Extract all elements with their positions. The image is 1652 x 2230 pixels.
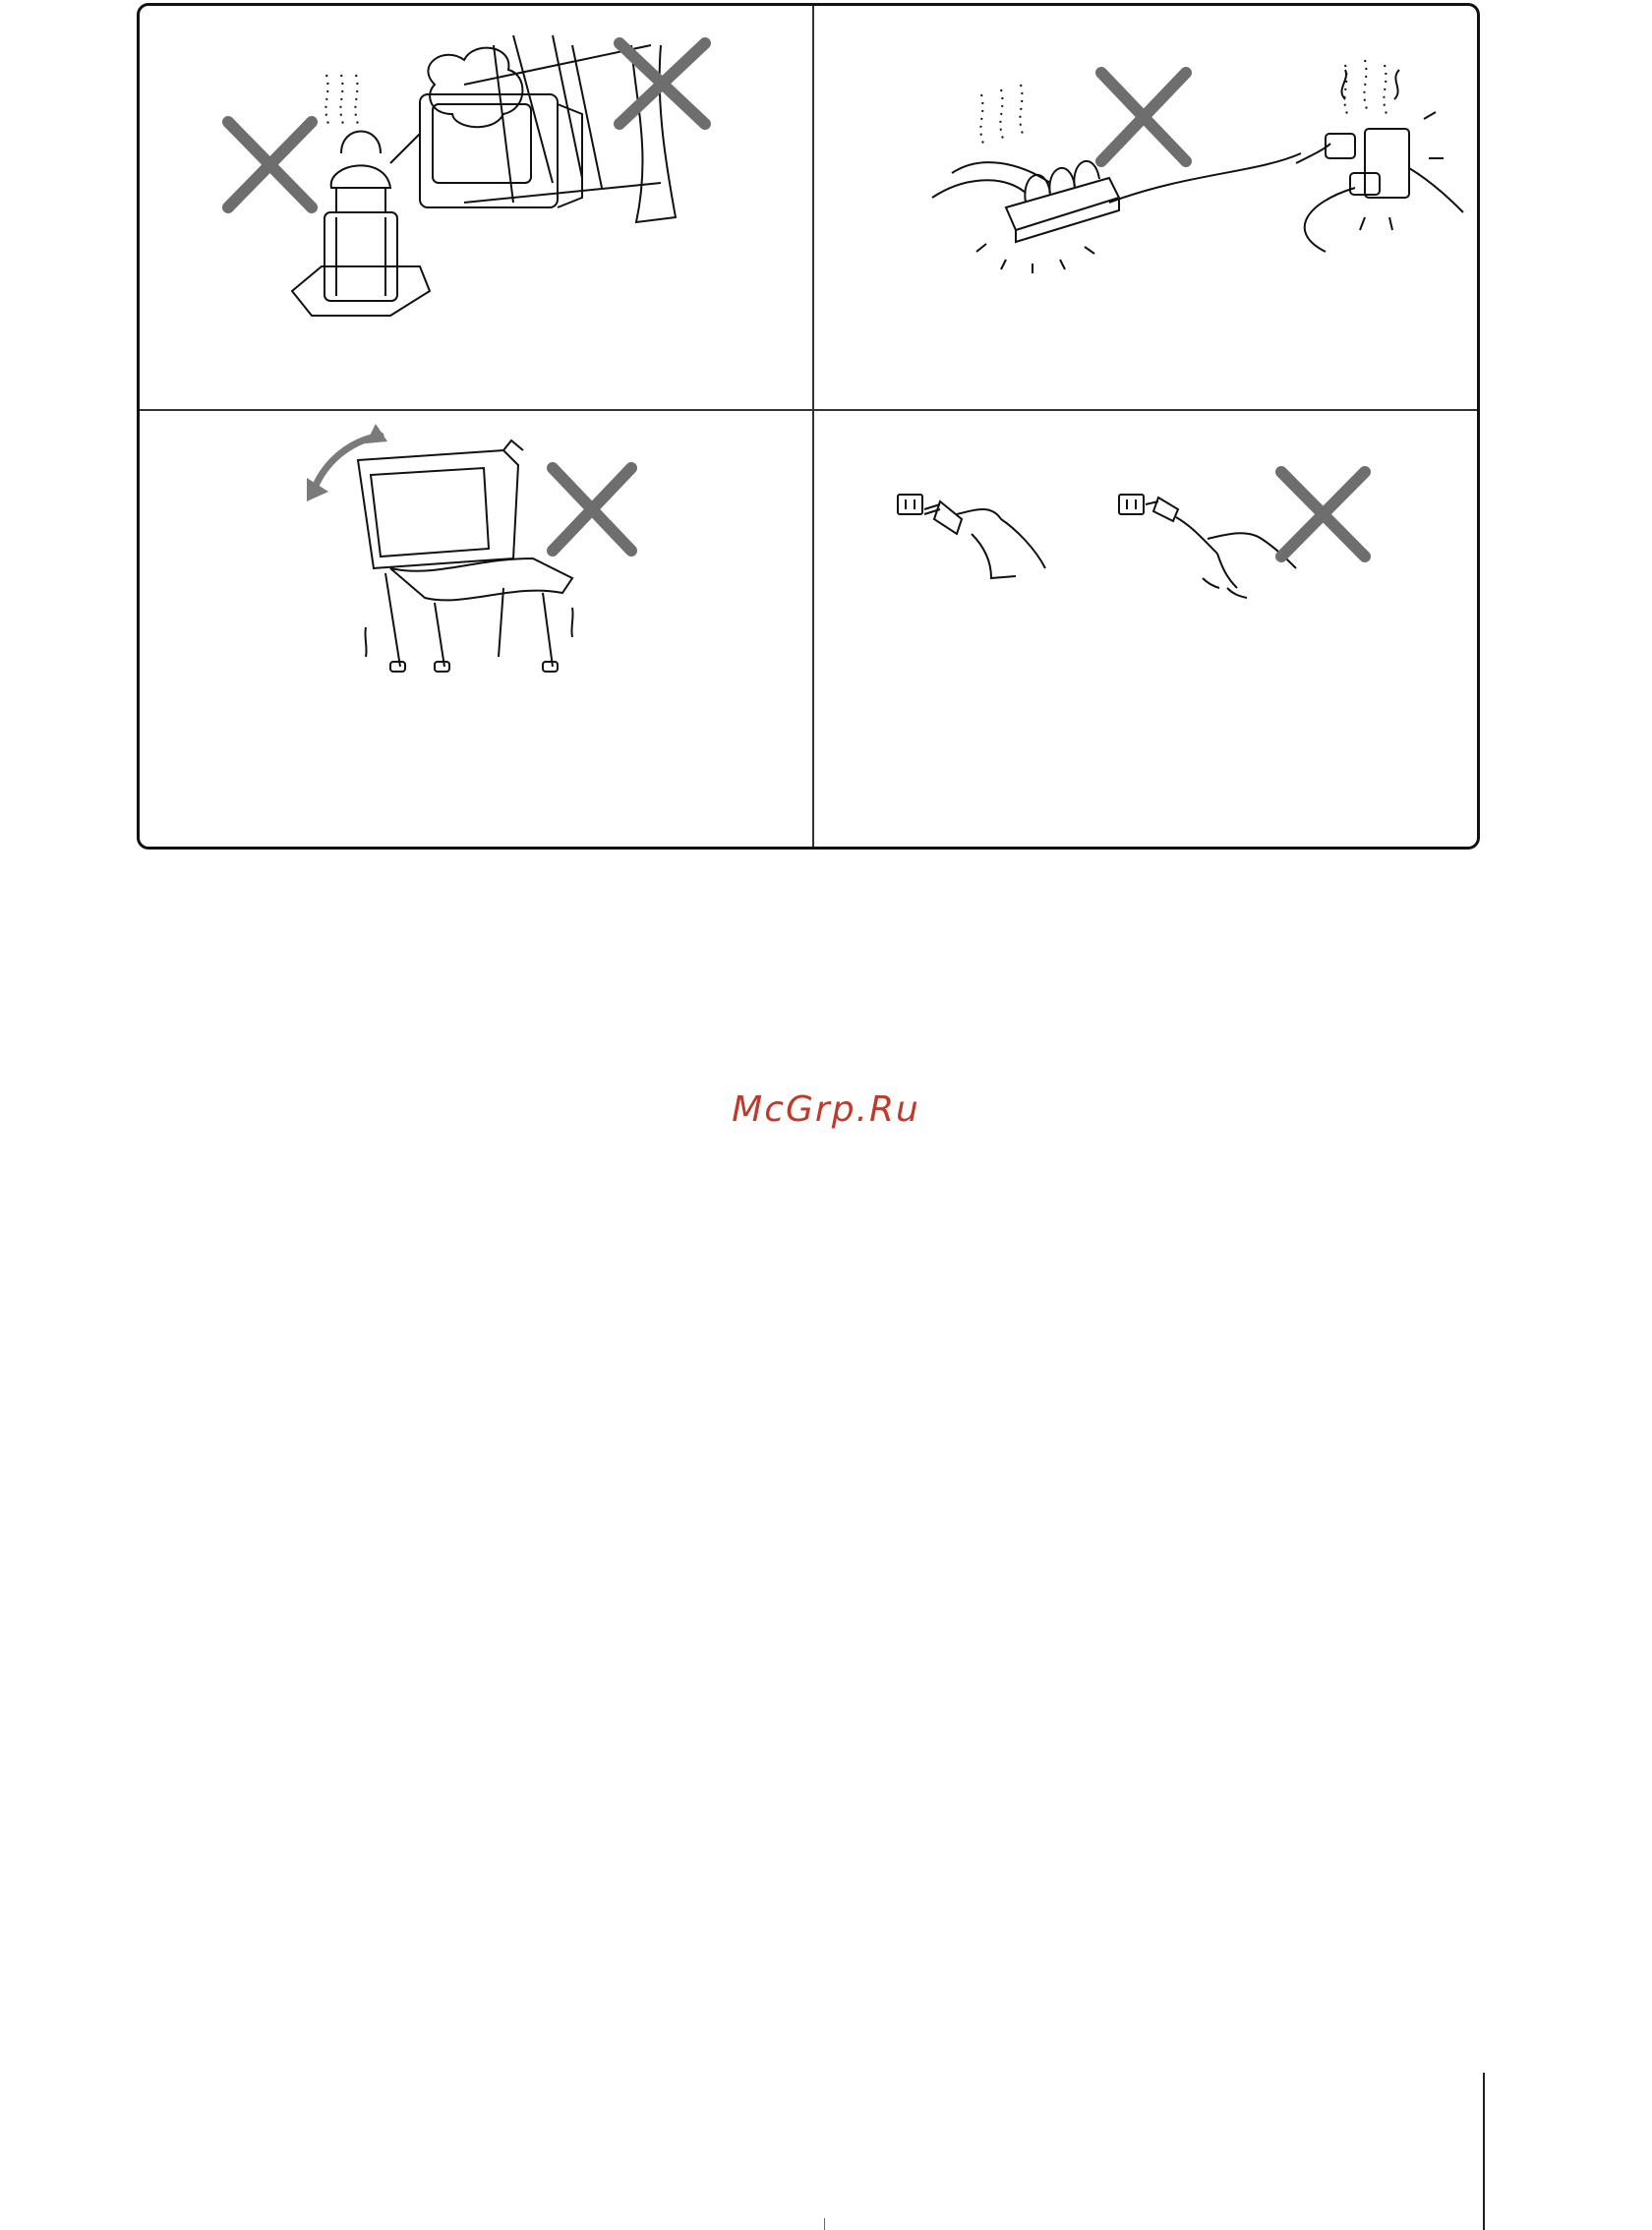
panel-divider-horizontal <box>140 409 1477 411</box>
heater-icon <box>292 212 430 316</box>
panel-overloaded-outlet <box>814 6 1480 409</box>
crop-mark <box>824 2218 825 2230</box>
panel-divider-vertical <box>812 6 814 847</box>
hand-pulling-cord-icon <box>1119 495 1296 598</box>
power-strip-icon <box>1006 161 1119 242</box>
prohibited-cross-icon <box>1281 472 1365 557</box>
prohibited-cross-icon <box>553 468 631 551</box>
tv-icon <box>358 440 523 568</box>
unstable-stand-illustration <box>140 411 812 850</box>
humidity-heat-illustration <box>140 6 812 409</box>
overloaded-outlet-illustration <box>814 6 1480 409</box>
warning-illustrations-frame <box>137 3 1480 850</box>
unplug-by-cord-illustration <box>814 411 1480 850</box>
panel-unplug-by-cord <box>814 411 1480 850</box>
panel-humidity-heat <box>140 6 812 409</box>
page-margin-rule <box>1483 2073 1485 2230</box>
plug-icon <box>1296 134 1463 252</box>
hand-pulling-plug-icon <box>898 495 1045 578</box>
watermark-text: McGrp.Ru <box>732 1089 920 1130</box>
panel-unstable-stand <box>140 411 812 850</box>
prohibited-cross-icon <box>1101 73 1186 161</box>
wall-outlet-icon <box>1365 129 1409 198</box>
wobbly-table-icon <box>385 558 572 672</box>
kettle-icon <box>331 132 420 213</box>
